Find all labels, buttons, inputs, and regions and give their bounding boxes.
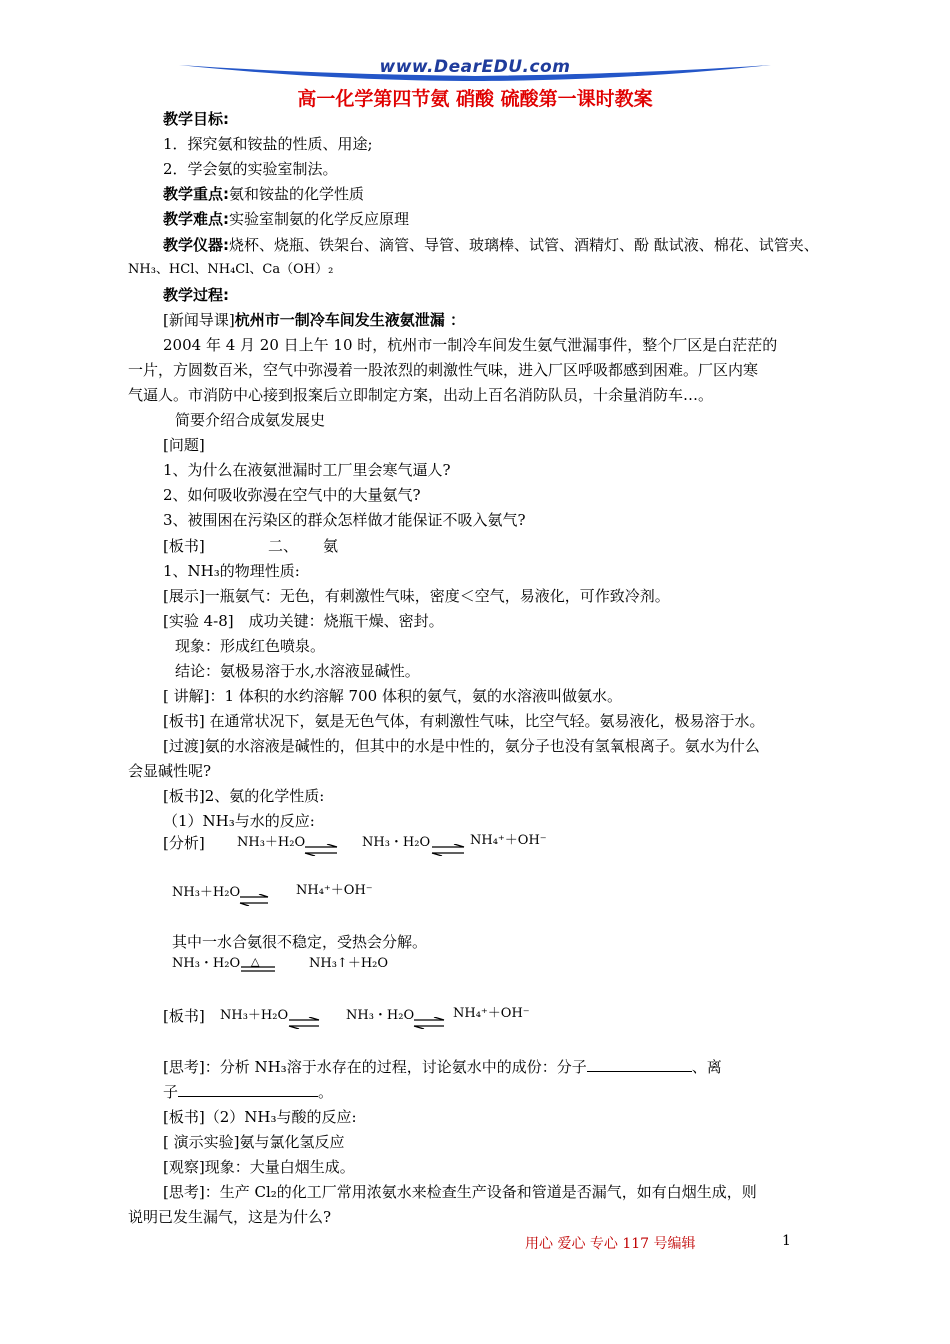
- thinking-line-2-text: 子: [163, 1083, 179, 1101]
- site-banner: [175, 55, 775, 85]
- thinking-line-2: [163, 1082, 333, 1102]
- equilibrium-arrow-icon: [303, 844, 339, 856]
- thinking-chlorine-line-2: 说明已发生漏气，这是为什么?: [128, 1208, 332, 1226]
- equation-4-ions: NH₄⁺＋OH⁻: [453, 1006, 530, 1021]
- thinking-line-1: [163, 1057, 722, 1077]
- instruments-reagents: NH₃、HCl、NH₄Cl、Ca（OH）₂: [128, 262, 334, 277]
- key-points-text: 氨和铵盐的化学性质: [229, 185, 365, 203]
- experiment-line: [实验 4-8] 成功关键：烧瓶干燥、密封。: [163, 612, 444, 630]
- equation-4-hydrate: NH₃・H₂O: [346, 1008, 415, 1023]
- thinking-line-1-text: [思考]：分析 NH₃溶于水存在的过程，讨论氨水中的成份：分子: [163, 1058, 587, 1076]
- chemical-properties-heading: [板书]2、氨的化学性质:: [163, 787, 325, 805]
- equilibrium-arrow-icon: [287, 1017, 321, 1029]
- equation-3-hydrate: NH₃・H₂O: [172, 956, 241, 971]
- news-intro-line: [163, 310, 465, 330]
- display-line: [展示]一瓶氨气：无色，有刺激性气味，密度＜空气，易液化，可作致冷剂。: [163, 587, 670, 605]
- observation-line: [观察]现象：大量白烟生成。: [163, 1158, 355, 1176]
- site-brand: www.DearEDU.com: [379, 57, 571, 77]
- news-paragraph-3: 气逼人。市消防中心接到报案后立即制定方案，出动上百名消防队员，十余量消防车…。: [128, 386, 714, 404]
- equation-1-hydrate: NH₃・H₂O: [362, 835, 431, 850]
- question-3: 3、被围困在污染区的群众怎样做才能保证不吸入氨气?: [163, 511, 526, 529]
- objective-2: 2．学会氨的实验室制法。: [163, 160, 338, 178]
- objectives-heading: 教学目标:: [163, 110, 229, 128]
- equation-1-ions: NH₄⁺＋OH⁻: [470, 833, 547, 848]
- transition-line-1: [过渡]氨的水溶液是碱性的，但其中的水是中性的，氨分子也没有氢氧根离子。氨水为什么: [163, 737, 760, 755]
- process-heading: 教学过程:: [163, 286, 229, 304]
- board-section-two-tag: [板书]: [163, 537, 205, 555]
- board-section-two-title: 氨: [323, 537, 339, 555]
- reaction-with-acid-heading: [板书]（2）NH₃与酸的反应:: [163, 1108, 357, 1126]
- ions-blank: [178, 1082, 318, 1097]
- equation-2-ions: NH₄⁺＋OH⁻: [296, 883, 373, 898]
- instruments-label: 教学仪器:: [163, 236, 229, 254]
- phenomenon-line: 现象：形成红色喷泉。: [175, 637, 326, 655]
- equilibrium-arrow-icon: [412, 1017, 446, 1029]
- equation-1-reactants: NH₃＋H₂O: [237, 835, 306, 850]
- question-1: 1、为什么在液氨泄漏时工厂里会寒气逼人?: [163, 461, 451, 479]
- question-2: 2、如何吸收弥漫在空气中的大量氨气?: [163, 486, 421, 504]
- double-line-equals-icon: [240, 966, 276, 972]
- reaction-with-water-heading: （1）NH₃与水的反应:: [163, 812, 315, 830]
- instruments-line: [163, 235, 819, 255]
- equilibrium-arrow-icon: [430, 844, 466, 856]
- heat-symbol: △: [251, 955, 260, 968]
- news-tag: [新闻导课]: [163, 311, 235, 329]
- history-intro: 简要介绍合成氨发展史: [175, 411, 326, 429]
- conclusion-line: 结论：氨极易溶于水,水溶液显碱性。: [175, 662, 420, 680]
- difficulty-line: [163, 209, 409, 229]
- page-number: 1: [782, 1233, 791, 1249]
- thinking-chlorine-line-1: [思考]：生产 Cl₂的化工厂常用浓氨水来检查生产设备和管道是否漏气，如有白烟生成，则: [163, 1183, 757, 1201]
- key-points-label: 教学重点:: [163, 185, 229, 203]
- news-headline: 杭州市一制冷车间发生液氨泄漏 ：: [234, 311, 465, 329]
- key-points-line: [163, 184, 364, 204]
- thinking-line-2-end: 。: [318, 1083, 334, 1101]
- thinking-line-1-end: 、离: [691, 1058, 722, 1076]
- news-paragraph-2: 一片，方圆数百米，空气中弥漫着一股浓烈的刺激性气味，进入厂区呼吸都感到困难。厂区内寒: [128, 361, 759, 379]
- equation-2-reactants: NH₃＋H₂O: [172, 885, 241, 900]
- equation-3-products: NH₃↑＋H₂O: [309, 956, 389, 971]
- equation-4-reactants: NH₃＋H₂O: [220, 1008, 289, 1023]
- news-paragraph-1: 2004 年 4 月 20 日上午 10 时，杭州市一制冷车间发生氨气泄漏事件，整个厂区是白茫茫的: [163, 336, 778, 354]
- page-title: 高一化学第四节氨 硝酸 硫酸第一课时教案: [297, 88, 653, 110]
- instruments-text: 烧杯、烧瓶、铁架台、滴管、导管、玻璃棒、试管、酒精灯、酚 酞试液、棉花、试管夹、: [229, 236, 819, 254]
- footer-slogan: 用心 爱心 专心 117 号编辑: [525, 1236, 696, 1252]
- physical-properties-heading: 1、NH₃的物理性质:: [163, 562, 300, 580]
- transition-line-2: 会显碱性呢?: [128, 762, 212, 780]
- difficulty-label: 教学难点:: [163, 210, 229, 228]
- question-tag: [问题]: [163, 436, 205, 454]
- equilibrium-arrow-icon: [238, 894, 270, 906]
- board-equation-tag: [板书]: [163, 1007, 205, 1025]
- demo-experiment-line: [ 演示实验]氨与氯化氢反应: [163, 1133, 345, 1151]
- analysis-tag: [分析]: [163, 834, 205, 852]
- board-properties-line: [板书] 在通常状况下，氨是无色气体，有刺激性气味，比空气轻。氨易液化，极易溶于水。: [163, 712, 765, 730]
- molecules-blank: [587, 1057, 692, 1072]
- decomposition-note: 其中一水合氨很不稳定，受热会分解。: [172, 933, 428, 951]
- board-section-two-number: 二、: [268, 537, 299, 555]
- objective-1: 1．探究氨和铵盐的性质、用途;: [163, 135, 373, 153]
- explanation-line: [ 讲解]：1 体积的水约溶解 700 体积的氨气，氨的水溶液叫做氨水。: [163, 687, 622, 705]
- difficulty-text: 实验室制氨的化学反应原理: [229, 210, 410, 228]
